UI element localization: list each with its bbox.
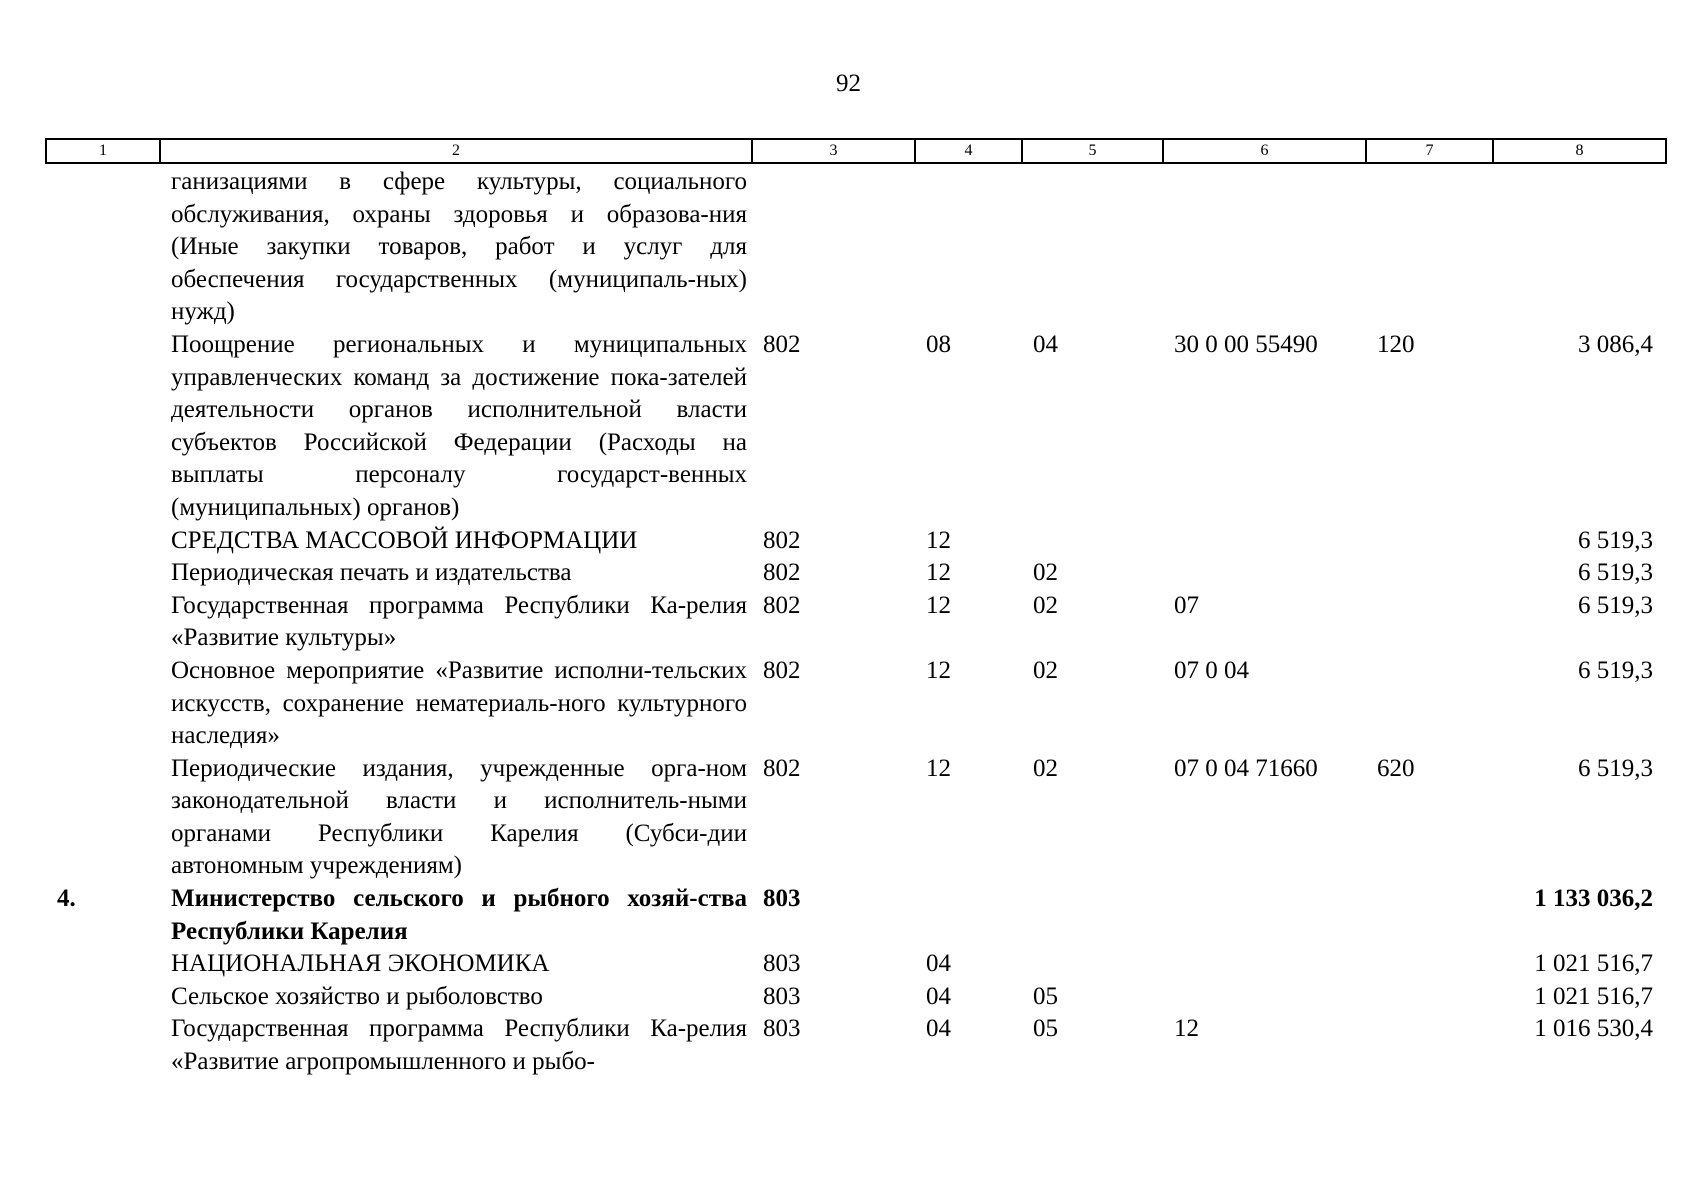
row-code-5: [1021, 525, 1162, 558]
row-amount: 1 016 530,4: [1534, 1015, 1653, 1043]
column-header-3: 3: [752, 139, 915, 163]
row-code-5: 05: [1033, 982, 1058, 1010]
row-number: [45, 981, 159, 1014]
column-header-4: 4: [915, 139, 1022, 163]
table-row: [45, 557, 1665, 590]
row-code-7: [1365, 1013, 1492, 1078]
column-header-8: 8: [1493, 139, 1666, 163]
table-row: [45, 1013, 1665, 1078]
row-code-5: 02: [1033, 559, 1058, 587]
table-row: [45, 981, 1665, 1014]
row-code-6: [1162, 948, 1365, 981]
row-code-3: 802: [763, 559, 801, 587]
row-code-7: [1365, 981, 1492, 1014]
row-code-5: [1021, 883, 1162, 948]
row-code-4: 12: [926, 656, 951, 684]
row-amount: 6 519,3: [1578, 591, 1653, 619]
row-code-4: 12: [926, 559, 951, 587]
row-number: [45, 557, 159, 590]
row-description: Государственная программа Республики Ка-релия «Развитие культуры»: [171, 591, 747, 652]
row-code-4: 04: [926, 982, 951, 1010]
row-code-6: 30 0 00 55490: [1174, 330, 1318, 358]
row-code-3: 803: [763, 885, 801, 913]
row-amount: 3 086,4: [1578, 330, 1653, 358]
table-row: [45, 883, 1665, 948]
row-code-7: [1365, 557, 1492, 590]
row-code-6: [1162, 525, 1365, 558]
row-number: [45, 590, 159, 655]
column-header-5: 5: [1022, 139, 1163, 163]
row-number: [45, 1013, 159, 1078]
row-description: Периодическая печать и издательства: [171, 559, 572, 587]
row-code-5: 02: [1033, 754, 1058, 782]
row-code-3: 802: [763, 656, 801, 684]
row-number: [45, 329, 159, 525]
table-row: [45, 753, 1665, 883]
row-code-4: 12: [926, 591, 951, 619]
row-code-3: 803: [763, 1015, 801, 1043]
row-amount: 6 519,3: [1578, 526, 1653, 554]
row-description: Министерство сельского и рыбного хозяй-ства Республики Карелия: [171, 885, 747, 945]
row-code-7: [1365, 883, 1492, 948]
row-code-5: [1021, 166, 1162, 329]
row-description: СРЕДСТВА МАССОВОЙ ИНФОРМАЦИИ: [171, 526, 638, 554]
row-description: ганизациями в сфере культуры, социального обслуживания, охраны здоровья и образова-ния (Иные закупки товаров, работ и услуг для обеспечения государственных (муниципаль-ных) нужд): [171, 168, 747, 326]
row-code-4: [914, 883, 1021, 948]
row-amount: [1492, 166, 1665, 329]
row-code-7: [1365, 655, 1492, 753]
row-code-7: 120: [1377, 330, 1415, 358]
column-header-2: 2: [160, 139, 752, 163]
row-code-5: 04: [1033, 330, 1058, 358]
row-code-7: [1365, 166, 1492, 329]
row-code-4: 04: [926, 1015, 951, 1043]
row-code-4: 08: [926, 330, 951, 358]
table-row: [45, 948, 1665, 981]
row-code-4: 12: [926, 754, 951, 782]
row-code-3: 802: [763, 526, 801, 554]
row-code-7: [1365, 948, 1492, 981]
column-header-6: 6: [1163, 139, 1366, 163]
row-code-5: 05: [1033, 1015, 1058, 1043]
table-row: [45, 590, 1665, 655]
row-code-6: [1162, 166, 1365, 329]
row-amount: 6 519,3: [1578, 656, 1653, 684]
budget-table: [45, 166, 1665, 1079]
row-amount: 1 133 036,2: [1534, 885, 1653, 913]
row-code-3: [751, 166, 914, 329]
column-header-7: 7: [1366, 139, 1493, 163]
row-code-6: 07: [1174, 591, 1199, 619]
row-code-5: 02: [1033, 656, 1058, 684]
row-code-3: 803: [763, 982, 801, 1010]
row-code-6: 12: [1174, 1015, 1199, 1043]
row-code-3: 802: [763, 754, 801, 782]
row-description: Государственная программа Республики Ка-релия «Развитие агропромышленного и рыбо-: [171, 1015, 747, 1076]
table-row: [45, 329, 1665, 525]
row-amount: 6 519,3: [1578, 754, 1653, 782]
row-code-5: 02: [1033, 591, 1058, 619]
row-code-3: 802: [763, 591, 801, 619]
row-code-4: 04: [926, 950, 951, 978]
row-code-7: [1365, 590, 1492, 655]
row-code-7: [1365, 525, 1492, 558]
row-code-4: [914, 166, 1021, 329]
row-code-6: 07 0 04: [1174, 656, 1249, 684]
row-number: [45, 166, 159, 329]
row-description: Сельское хозяйство и рыболовство: [171, 982, 543, 1010]
row-code-7: 620: [1377, 754, 1415, 782]
row-code-3: 803: [763, 950, 801, 978]
row-amount: 1 021 516,7: [1534, 950, 1653, 978]
row-amount: 1 021 516,7: [1534, 982, 1653, 1010]
row-code-6: 07 0 04 71660: [1174, 754, 1318, 782]
row-code-5: [1021, 948, 1162, 981]
table-row: [45, 166, 1665, 329]
row-description: Основное мероприятие «Развитие исполни-тельских искусств, сохранение нематериаль-ного культурного наследия»: [171, 656, 747, 750]
row-number: [45, 753, 159, 883]
row-description: Поощрение региональных и муниципальных управленческих команд за достижение пока-зателей деятельности органов исполнительной власти субъектов Российской Федерации (Расходы на выплаты персоналу государст-венных (муниципальных) органов): [171, 330, 747, 521]
row-amount: 6 519,3: [1578, 559, 1653, 587]
row-number: 4.: [57, 885, 76, 913]
row-code-4: 12: [926, 526, 951, 554]
row-description: НАЦИОНАЛЬНАЯ ЭКОНОМИКА: [171, 950, 550, 978]
row-code-6: [1162, 557, 1365, 590]
row-code-3: 802: [763, 330, 801, 358]
column-header-row: [45, 138, 1667, 164]
row-code-6: [1162, 981, 1365, 1014]
row-code-6: [1162, 883, 1365, 948]
table-row: [45, 525, 1665, 558]
row-description: Периодические издания, учрежденные орга-ном законодательной власти и исполнитель-ными органами Республики Карелия (Субси-дии автономным учреждениям): [171, 754, 747, 880]
row-number: [45, 525, 159, 558]
row-number: [45, 655, 159, 753]
row-number: [45, 948, 159, 981]
column-header-1: 1: [46, 139, 160, 163]
page-number: 92: [836, 70, 861, 97]
table-row: [45, 655, 1665, 753]
